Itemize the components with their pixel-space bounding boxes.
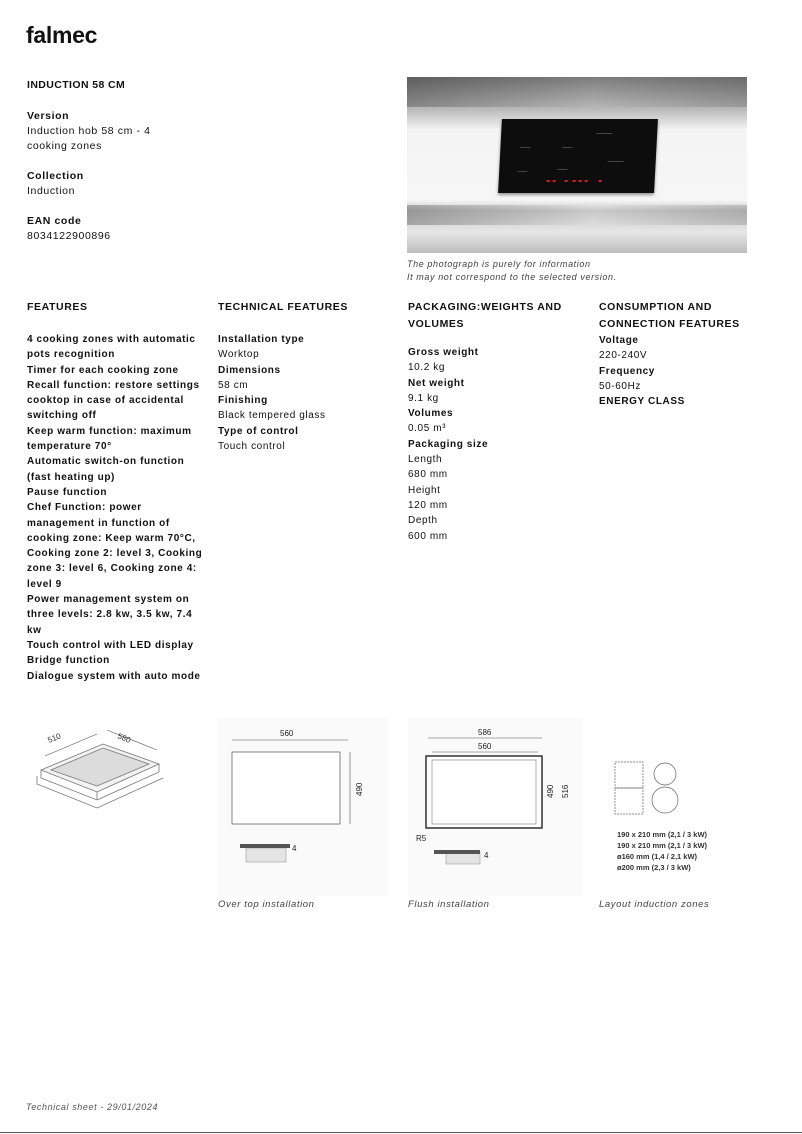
gross-weight-value: 10.2 kg (408, 362, 446, 374)
height-label: Height (408, 484, 441, 496)
bottom-divider (0, 1132, 802, 1133)
feature-item: Automatic switch-on function (fast heating up) (27, 456, 185, 483)
packaging-column (408, 299, 583, 544)
net-weight-value: 9.1 kg (408, 392, 439, 404)
energy-class-label: ENERGY CLASS (599, 396, 685, 408)
features-title: FEATURES (27, 301, 88, 313)
zones-caption: Layout induction zones (599, 899, 710, 910)
photo-caption-line: It may not correspond to the selected version. (407, 272, 617, 282)
frequency-value: 50-60Hz (599, 380, 641, 392)
feature-item: Keep warm function: maximum temperature 70° (27, 425, 192, 453)
feature-item: Recall function: restore settings cooktop in case of accidental switching off (27, 379, 200, 422)
iso-dim-1: 510 (46, 731, 63, 745)
product-title: INDUCTION 58 CM (27, 79, 126, 91)
flush-caption: Flush installation (408, 899, 490, 910)
footer-note: Technical sheet - 29/01/2024 (26, 1102, 159, 1112)
flush-depth: 490 (546, 784, 555, 798)
over-top-depth: 490 (355, 782, 364, 796)
flush-outer-width: 586 (478, 728, 492, 737)
zone-line: 190 x 210 mm (2,1 / 3 kW) (617, 830, 708, 839)
length-label: Length (408, 454, 443, 466)
finishing-label: Finishing (218, 395, 268, 407)
voltage-value: 220-240V (599, 350, 648, 362)
flush-outer-depth: 516 (561, 784, 570, 798)
frequency-label: Frequency (599, 365, 655, 377)
version-label: Version (27, 110, 70, 122)
ean-block (27, 214, 177, 244)
gross-weight-label: Gross weight (408, 347, 479, 358)
collection-block (27, 169, 177, 199)
flush-radius: R5 (416, 834, 427, 843)
dimensions-value: 58 cm (218, 379, 249, 391)
feature-item: Pause function (27, 486, 108, 498)
over-top-width: 560 (280, 729, 294, 738)
feature-item: Dialogue system with auto mode (27, 670, 201, 682)
flush-thickness: 4 (484, 851, 489, 860)
collection-label: Collection (27, 170, 84, 182)
net-weight-label: Net weight (408, 377, 465, 389)
ean-label: EAN code (27, 215, 82, 227)
technical-title: TECHNICAL FEATURES (218, 301, 348, 313)
control-type-value: Touch control (218, 441, 286, 453)
features-column (27, 299, 207, 684)
zone-line: 190 x 210 mm (2,1 / 3 kW) (617, 841, 708, 850)
packaging-title: PACKAGING:WEIGHTS AND VOLUMES (408, 301, 562, 330)
dimensions-label: Dimensions (218, 364, 281, 376)
volumes-label: Volumes (408, 408, 454, 420)
zones-diagram (599, 718, 779, 896)
depth-label: Depth (408, 515, 438, 527)
flush-diagram (408, 718, 583, 896)
photo-caption (407, 258, 617, 284)
volumes-value: 0.05 m³ (408, 423, 447, 435)
height-value: 120 mm (408, 499, 448, 511)
flush-inner-width: 560 (478, 742, 492, 751)
over-top-caption: Over top installation (218, 899, 315, 910)
feature-item: Power management system on three levels: 2.8 kw, 3.5 kw, 7.4 kw (27, 594, 193, 636)
technical-column (218, 299, 388, 454)
control-type-label: Type of control (218, 425, 299, 437)
consumption-column (599, 299, 774, 409)
version-block (27, 109, 177, 154)
photo-caption-line: The photograph is purely for information (407, 259, 591, 269)
ean-value: 8034122900896 (27, 230, 111, 242)
over-top-diagram (218, 718, 388, 896)
feature-item: Bridge function (27, 655, 110, 667)
brand-logo: falmec (26, 22, 98, 48)
version-value: Induction hob 58 cm - 4 cooking zones (27, 125, 151, 152)
feature-item: 4 cooking zones with automatic pots recognition (27, 334, 196, 361)
hob-image (498, 119, 658, 193)
depth-value: 600 mm (408, 530, 448, 542)
installation-type-value: Worktop (218, 349, 260, 361)
installation-type-label: Installation type (218, 334, 305, 345)
finishing-value: Black tempered glass (218, 410, 326, 422)
consumption-title: CONSUMPTION AND CONNECTION FEATURES (599, 301, 740, 330)
iso-dim-2: 580 (116, 731, 133, 745)
feature-item: Touch control with LED display (27, 639, 194, 651)
isometric-diagram (27, 718, 187, 818)
feature-item: Timer for each cooking zone (27, 364, 179, 376)
length-value: 680 mm (408, 469, 448, 481)
voltage-label: Voltage (599, 335, 639, 346)
collection-value: Induction (27, 185, 76, 197)
feature-item: Chef Function: power management in function of cooking zone: Keep warm 70°C, Cooking zone 2: level 3, Cooking zone 3: level 6, Cooking zone 4: level 9 (27, 502, 203, 590)
packaging-size-label: Packaging size (408, 438, 489, 450)
zone-line: ø160 mm (1,4 / 2,1 kW) (617, 852, 698, 861)
zone-line: ø200 mm (2,3 / 3 kW) (617, 863, 691, 872)
over-top-thickness: 4 (292, 844, 297, 853)
